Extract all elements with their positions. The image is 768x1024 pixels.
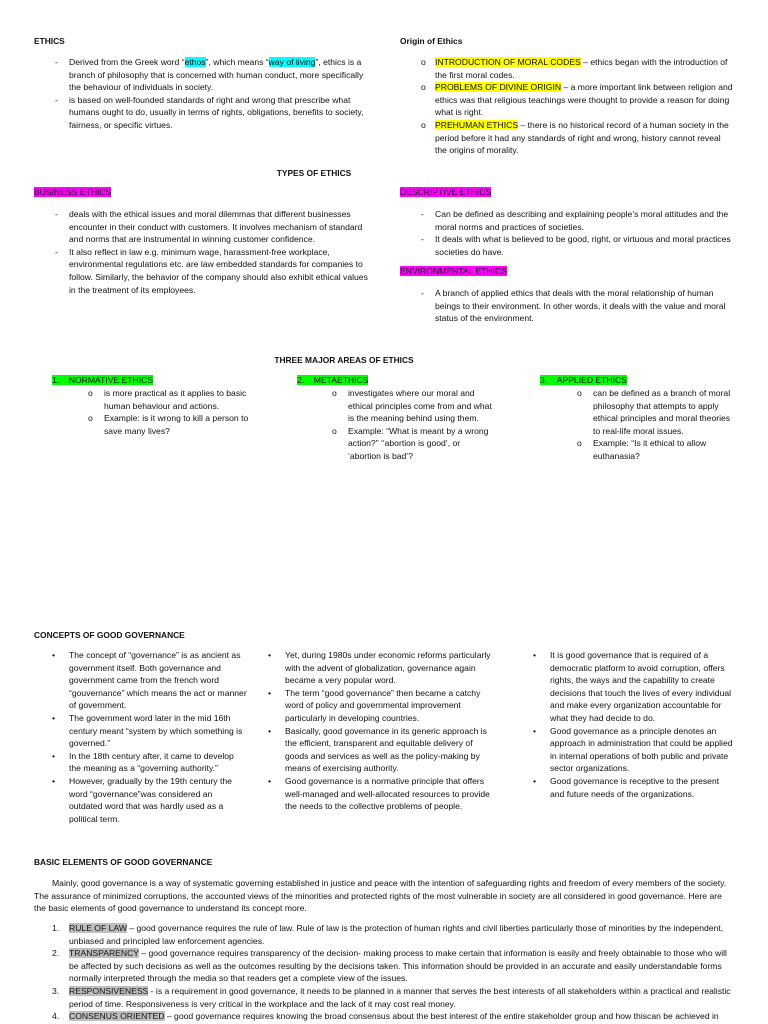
list-item: • In the 18th century after, it came to develop the meaning as a “governing authority.”	[52, 750, 234, 774]
list-item: • The term “good governance” then became a catchy word of policy and governmental improvement particularly in developing countries.	[268, 687, 481, 723]
list-item: o Example: “Is it ethical to allow euthanasia?	[577, 438, 707, 461]
ethics-list	[55, 56, 370, 132]
business-ethics-label: BUSINESS ETHICS	[34, 187, 112, 197]
elements-intro: Mainly, good governance is a way of systematic governing established in justice and peace with the intention of safeguarding rights and freedom of every members of the society. The assurance of minimized corruptions, the accounted views of the minorities and protected rights of the most vulnerable in society are all considered in good governance. Here are the basic elements of good governance to understand its concept more.	[34, 878, 727, 914]
list-item: o investigates where our moral and ethical principles come from and what is the meaning behind using them.	[332, 388, 492, 424]
list-item: • The government word later in the mid 16th century meant “system by which something is governed.”	[52, 712, 243, 749]
list-item: o is more practical as it applies to basic human behaviour and actions.	[88, 388, 247, 411]
list-item: • Good governance is receptive to the present and future needs of the organizations.	[533, 775, 720, 799]
list-item: 2. TRANSPARENCY – good governance requires transparency of the decision- making process to make certain that information is easily and freely obtainable to those who will be affected by such decisions as well as the outcomes resulting by the decisions taken. This information should be provided in an accurate and easily understandable forms normally interpreted through the media so that readers get a complete view of the issues.	[52, 948, 727, 984]
list-item: o can be defined as a branch of moral philosophy that attempts to apply ethical principles and moral theories to real-life moral issues.	[577, 388, 731, 436]
governance-col-1	[52, 649, 247, 825]
types-heading: TYPES OF ETHICS	[276, 168, 352, 178]
governance-heading: CONCEPTS OF GOOD GOVERNANCE	[34, 630, 185, 640]
list-item: o Example: “What is meant by a wrong action?” ‘‘abortion is good’, or ‘abortion is bad’?	[332, 425, 489, 461]
descriptive-ethics-list	[421, 208, 734, 258]
metaethics-list	[332, 387, 492, 463]
governance-col-3	[533, 649, 733, 800]
list-item: - Derived from the Greek word “ethos”, which means “way of living”, ethics is a branch of philosophy that is concerned with human conduct, more specifically the behaviour of individuals in society.	[55, 57, 364, 93]
areas-heading: THREE MAJOR AREAS OF ETHICS	[274, 355, 414, 365]
list-item: 1. RULE OF LAW – good governance requires the rule of law. Rule of law is the protection of human rights and civil liberties particularly those of minorities by the independent, unbiased and principled law enforcement agencies.	[52, 923, 724, 946]
list-item: • Good governance as a principle denotes an approach in administration that could be applied in internal operations of both public and private sector organizations.	[533, 725, 733, 774]
environmental-ethics-list	[421, 287, 734, 325]
list-item: o Example: is it wrong to kill a person to save many lives?	[88, 413, 249, 436]
list-item: - deals with the ethical issues and moral dilemmas that different businesses encounter in their conduct with customers. It involves mechanism of standard and norms that are instrumental in winning customer confidence.	[55, 209, 363, 245]
governance-col-2	[268, 649, 493, 813]
metaethics-label: 2. METAETHICS	[297, 375, 369, 385]
list-item: - Can be defined as describing and explaining people’s moral attitudes and the moral norms and practices of societies.	[421, 209, 729, 232]
list-item: - A branch of applied ethics that deals with the moral relationship of human beings to their environment. In other words, it deals with the value and moral status of the environment.	[421, 288, 726, 324]
list-item: o PROBLEMS OF DIVINE ORIGIN – a more important link between religion and ethics was that religious teachings were thought to provide a reason for doing what is right.	[421, 82, 733, 118]
descriptive-ethics-label: DESCRIPTIVE ETHICS	[400, 187, 492, 197]
list-item: • Basically, good governance in its generic approach is the efficient, transparent and equitable delivery of goods and services as well as the policy-making by means of exercising authority.	[268, 725, 487, 774]
list-item: - It deals with what is believed to be good, right, or virtuous and moral practices societies do have.	[421, 234, 731, 257]
list-item: 4. CONSENUS ORIENTED – good governance requires knowing the broad consensus about the best interest of the entire stakeholder group and how thiscan be achieved in	[52, 1011, 719, 1022]
ethics-heading: ETHICS	[34, 36, 65, 46]
list-item: o PREHUMAN ETHICS – there is no historical record of a human society in the period before it had any standards of right and wrong, history cannot reveal the origins of morality.	[421, 119, 729, 156]
list-item: • However, gradually by the 19th century the word “governance”was considered an outdated word that was hardly used as a political term.	[52, 775, 232, 824]
list-item: - It also reflect in law e.g. minimum wage, harassment-free workplace, environmental regulations etc. are law embedded standards for companies to follow. Similarly, the behavior of the company should also exhibit ethical values in the treatment of its employees.	[55, 246, 368, 295]
list-item: • Good governance is a normative principle that offers well-managed and well-allocated resources to provide the needs to the collective problems of people.	[268, 775, 490, 812]
list-item: o INTRODUCTION OF MORAL CODES – ethics began with the introduction of the first moral codes.	[421, 57, 728, 80]
business-ethics-list	[55, 208, 370, 296]
list-item: • Yet, during 1980s under economic reforms particularly with the advent of globalization, governance again became a very popular word.	[268, 650, 491, 686]
list-item: • It is good governance that is required of a democratic platform to avoid corruption, offers rights, the ways and the capability to create decisions that touch the lives of every individual and make every organization accountable for what they had decide to do.	[533, 650, 732, 723]
elements-heading: BASIC ELEMENTS OF GOOD GOVERNANCE	[34, 857, 213, 867]
list-item: • The concept of “governance” is as ancient as government itself. Both governance and government came from the french word “gouvernance” which means the act or manner of government.	[52, 650, 247, 711]
normative-ethics-list	[88, 387, 250, 437]
origin-list	[421, 56, 734, 157]
applied-ethics-label: 3. APPLIED ETHICS	[540, 375, 627, 385]
elements-list	[52, 922, 734, 1023]
list-item: 3. RESPONSIVENESS - is a requirement in good governance, it needs to be planned in a manner that serves the best interests of all stakeholders within a practical and realistic period of time. Responsiveness is very critical in the workplace and the lack of it may cost real money.	[52, 985, 731, 1009]
applied-ethics-list	[577, 387, 735, 463]
environmental-ethics-label: ENVIRONMENTAL ETHICS	[400, 266, 507, 276]
list-item: - is based on well-founded standards of right and wrong that prescribe what humans ought to do, usually in terms of rights, obligations, benefits to society, fairness, or specific virtues.	[55, 94, 364, 130]
normative-ethics-label: 1. NORMATIVE ETHICS	[52, 375, 154, 385]
origin-heading: Origin of Ethics	[400, 36, 463, 46]
